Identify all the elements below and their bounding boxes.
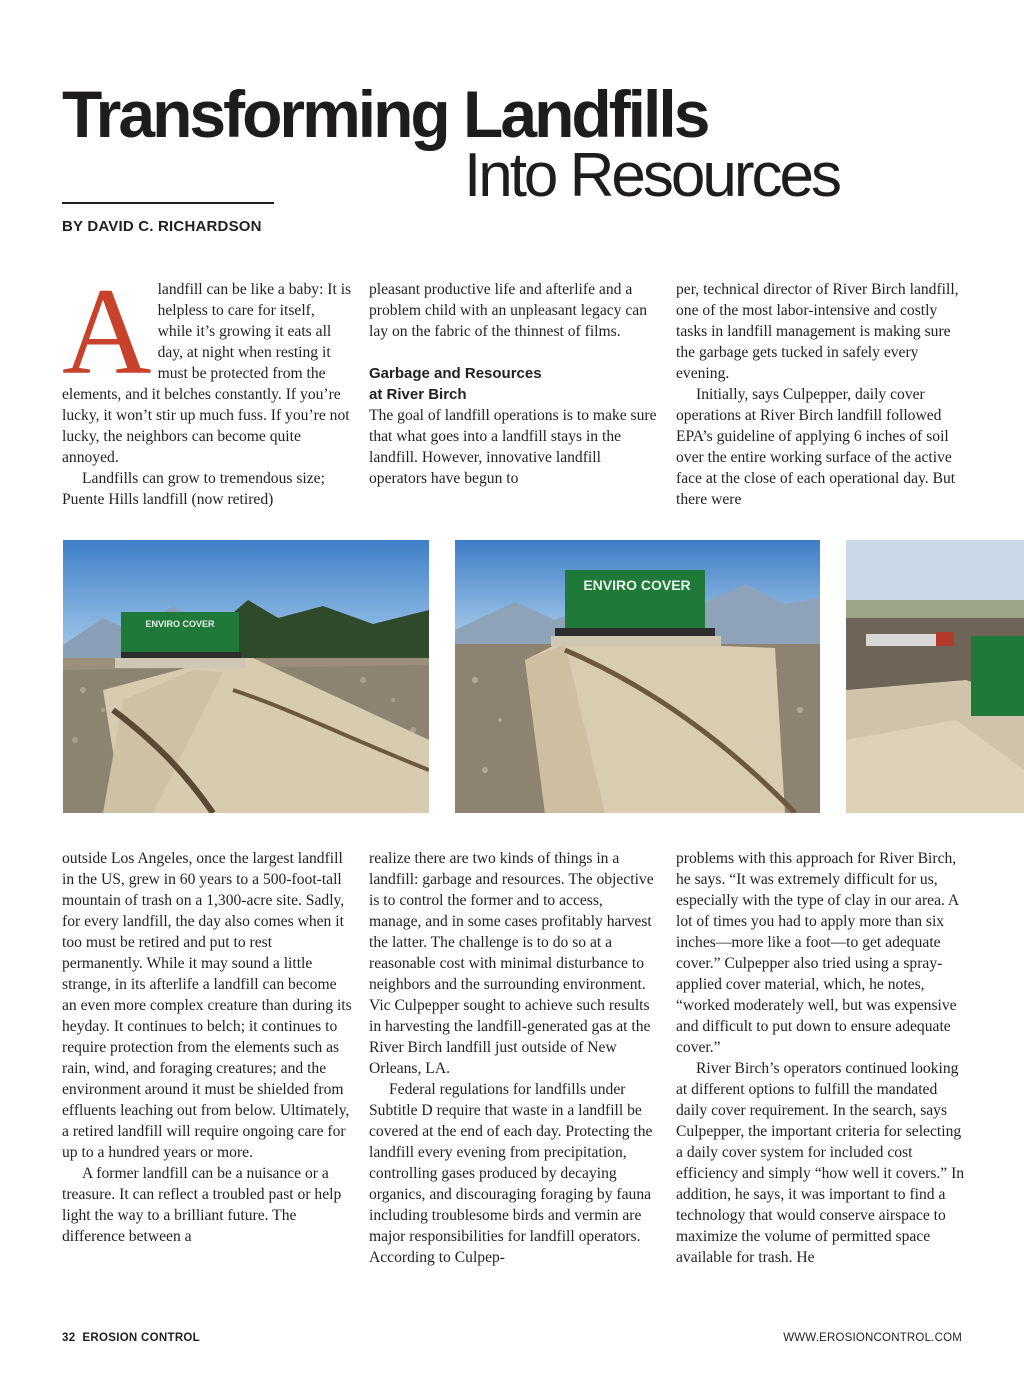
landfill-photo-1 xyxy=(63,540,429,813)
publication-url: WWW.EROSIONCONTROL.COM xyxy=(783,1332,962,1344)
paragraph: outside Los Angeles, once the largest landfill in the US, grew in 60 years to a 500-foot-tall mountain of trash on a 1,300-acre site. Sadly, for every landfill, the day also comes when it too must be retired and put to rest permanently. While it may sound a little strange, in its afterlife a landfill can become an even more complex creature than during its heyday. It continues to belch; it continues to require protection from the elements such as rain, wind, and foraging creatures; and the environment around it must be shielded from effluents leaching out from below. Ultimately, a retired landfill will require ongoing care for up to a hundred years or more. xyxy=(62,850,352,1161)
paragraph: problems with this approach for River Birch, he says. “It was extremely difficult for us, especially with the type of clay in our area. A lot of times you had to apply more than six inches—more like a foot—to get adequate cover.” Culpepper also tried using a spray-applied cover material, which, he notes, “worked moderately well, but was expensive and difficult to put down to ensure adequate cover.” xyxy=(676,850,959,1056)
drop-cap: A xyxy=(62,263,152,400)
paragraph: Landfills can grow to tremendous size; Puente Hills landfill (now retired) xyxy=(62,470,325,508)
section-heading xyxy=(369,363,659,405)
paragraph: per, technical director of River Birch landfill, one of the most labor-intensive and costly tasks in landfill management is making sure the garbage gets tucked in safely every evening. xyxy=(676,281,959,382)
column-1-bottom xyxy=(62,848,352,1247)
column-2-bottom xyxy=(369,848,659,1268)
landfill-photo-3 xyxy=(846,540,1024,813)
column-3-bottom xyxy=(676,848,966,1268)
title-line-1: Transforming Landfills xyxy=(62,77,708,151)
paragraph: landfill can be like a baby: It is helpless to care for itself, while it’s growing it eats all day, at night when resting it must be protected from the elements, and it belches constantly. If you’re lucky, it won’t stir up much fuss. If you’re not lucky, the neighbors can become quite annoyed. xyxy=(62,281,352,466)
column-1-top xyxy=(62,263,352,510)
page-footer-left xyxy=(62,1332,200,1344)
column-2-top xyxy=(369,279,659,489)
photo-art-1 xyxy=(63,540,429,813)
paragraph: pleasant productive life and afterlife and a problem child with an unpleasant legacy can lay on the fabric of the thinnest of films. xyxy=(369,281,647,340)
title-line-2: Into Resources xyxy=(464,141,839,210)
machine-label-1: ENVIRO COVER xyxy=(145,619,215,629)
paragraph: River Birch’s operators continued looking at different options to fulfill the mandated daily cover requirement. In the search, says Culpepper, the important criteria for selecting a daily cover system for included cost efficiency and simply “how well it covers.” In addition, he says, it was important to find a technology that would conserve airspace to maximize the volume of permitted space available for trash. He xyxy=(676,1060,965,1266)
byline: BY DAVID C. RICHARDSON xyxy=(62,218,262,235)
landfill-photo-2 xyxy=(455,540,820,813)
spacer xyxy=(369,342,659,363)
paragraph: The goal of landfill operations is to make sure that what goes into a landfill stays in the landfill. However, innovative landfill operators have begun to xyxy=(369,407,657,487)
page-number: 32 xyxy=(62,1332,76,1344)
publication-name: EROSION CONTROL xyxy=(82,1332,200,1344)
title-divider xyxy=(62,202,274,204)
paragraph: realize there are two kinds of things in a landfill: garbage and resources. The objective is to control the former and to access, manage, and in some cases profitably harvest the latter. The challenge is to do so at a reasonable cost with minimal disturbance to neighbors and the surrounding environment. Vic Culpepper sought to achieve such results in harvesting the landfill-generated gas at the River Birch landfill just outside of New Orleans, LA. xyxy=(369,850,654,1077)
column-3-top xyxy=(676,279,966,510)
paragraph: Federal regulations for landfills under Subtitle D require that waste in a landfill be covered at the end of each day. Protecting the landfill every evening from precipitation, controlling gases produced by decaying organics, and discouraging foraging by fauna including troublesome birds and vermin are major responsibilities for landfill operators. According to Culpep- xyxy=(369,1081,653,1266)
paragraph: A former landfill can be a nuisance or a treasure. It can reflect a troubled past or help light the way to a brilliant future. The difference between a xyxy=(62,1165,342,1245)
section-heading-line-2: at River Birch xyxy=(369,386,467,403)
paragraph: Initially, says Culpepper, daily cover operations at River Birch landfill followed EPA’s guideline of applying 6 inches of soil over the entire working surface of the active face at the close of each operational day. But there were xyxy=(676,386,956,508)
machine-label-2: ENVIRO COVER xyxy=(583,577,691,593)
photo-art-2 xyxy=(455,540,820,813)
section-heading-line-1: Garbage and Resources xyxy=(369,365,542,382)
photo-art-3 xyxy=(846,540,1024,813)
